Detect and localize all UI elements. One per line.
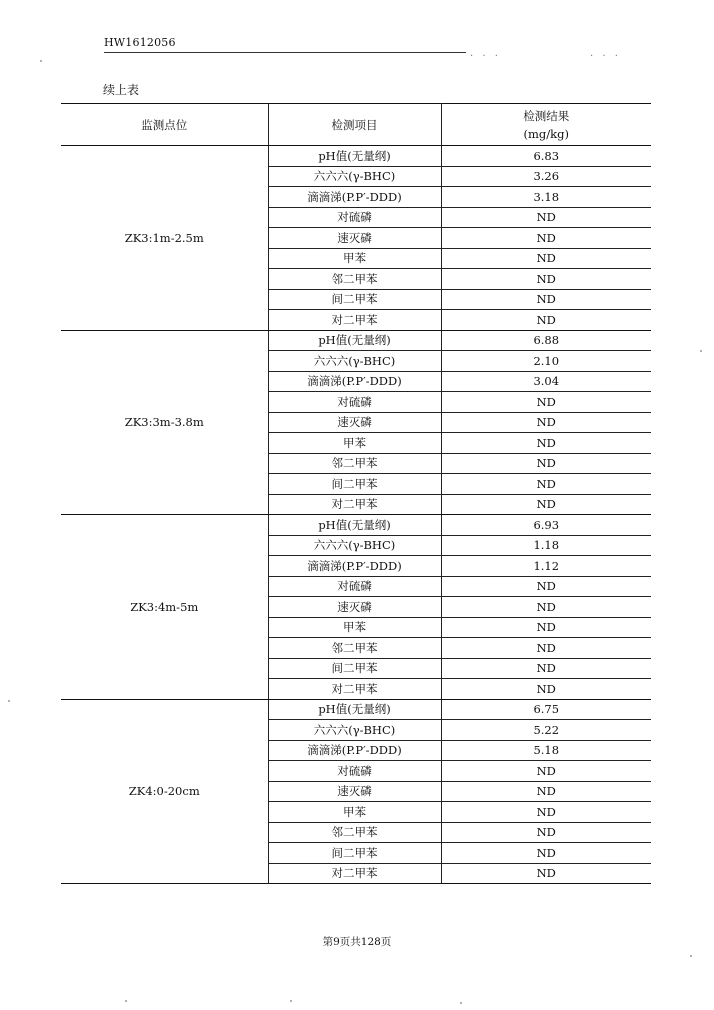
item-cell: 甲苯 bbox=[268, 248, 441, 269]
result-cell: 5.22 bbox=[441, 720, 651, 741]
scan-speck bbox=[125, 1000, 127, 1002]
item-cell: 对硫磷 bbox=[268, 576, 441, 597]
site-cell: ZK3:4m-5m bbox=[61, 515, 268, 700]
item-cell: 速灭磷 bbox=[268, 597, 441, 618]
header-dots: . . . bbox=[470, 48, 501, 59]
result-cell: ND bbox=[441, 453, 651, 474]
result-cell: 6.93 bbox=[441, 515, 651, 536]
item-cell: 邻二甲苯 bbox=[268, 453, 441, 474]
result-cell: ND bbox=[441, 412, 651, 433]
scan-speck bbox=[460, 1002, 462, 1004]
item-cell: 间二甲苯 bbox=[268, 658, 441, 679]
item-cell: 六六六(γ-BHC) bbox=[268, 720, 441, 741]
table-row bbox=[61, 515, 651, 536]
result-cell: ND bbox=[441, 474, 651, 495]
scan-speck bbox=[690, 955, 692, 957]
table-body bbox=[61, 146, 651, 884]
result-header-line2: (mg/kg) bbox=[523, 126, 569, 141]
table-header bbox=[61, 104, 651, 146]
table-row bbox=[61, 699, 651, 720]
item-cell: 对硫磷 bbox=[268, 207, 441, 228]
site-column-header: 监测点位 bbox=[61, 104, 268, 146]
site-cell: ZK3:3m-3.8m bbox=[61, 330, 268, 515]
result-cell: 6.88 bbox=[441, 330, 651, 351]
scan-speck bbox=[290, 1000, 292, 1002]
result-cell: ND bbox=[441, 761, 651, 782]
item-cell: 滴滴涕(P.P′-DDD) bbox=[268, 556, 441, 577]
item-cell: 甲苯 bbox=[268, 617, 441, 638]
item-cell: pH值(无量纲) bbox=[268, 699, 441, 720]
scan-speck bbox=[8, 700, 10, 702]
item-cell: 滴滴涕(P.P′-DDD) bbox=[268, 740, 441, 761]
item-cell: 六六六(γ-BHC) bbox=[268, 351, 441, 372]
item-cell: 邻二甲苯 bbox=[268, 822, 441, 843]
result-cell: ND bbox=[441, 863, 651, 884]
site-cell: ZK4:0-20cm bbox=[61, 699, 268, 884]
item-cell: pH值(无量纲) bbox=[268, 330, 441, 351]
result-cell: 3.26 bbox=[441, 166, 651, 187]
result-cell: ND bbox=[441, 822, 651, 843]
result-cell: ND bbox=[441, 679, 651, 700]
item-cell: 间二甲苯 bbox=[268, 474, 441, 495]
item-cell: 对二甲苯 bbox=[268, 494, 441, 515]
result-cell: ND bbox=[441, 494, 651, 515]
result-header-line1: 检测结果 bbox=[523, 108, 570, 123]
table-row bbox=[61, 146, 651, 167]
result-cell: ND bbox=[441, 638, 651, 659]
result-cell: 3.18 bbox=[441, 187, 651, 208]
item-column-header: 检测项目 bbox=[268, 104, 441, 146]
result-cell: 1.12 bbox=[441, 556, 651, 577]
item-cell: 速灭磷 bbox=[268, 781, 441, 802]
result-cell: 6.83 bbox=[441, 146, 651, 167]
item-cell: 六六六(γ-BHC) bbox=[268, 166, 441, 187]
table-header-row bbox=[61, 104, 651, 146]
result-cell: ND bbox=[441, 617, 651, 638]
scan-speck bbox=[40, 60, 42, 62]
result-cell: 5.18 bbox=[441, 740, 651, 761]
item-cell: 甲苯 bbox=[268, 433, 441, 454]
result-cell: ND bbox=[441, 802, 651, 823]
item-cell: 六六六(γ-BHC) bbox=[268, 535, 441, 556]
item-cell: 对二甲苯 bbox=[268, 679, 441, 700]
document-id: HW1612056 bbox=[104, 36, 176, 49]
scan-speck bbox=[700, 350, 702, 352]
result-cell: ND bbox=[441, 310, 651, 331]
item-cell: 间二甲苯 bbox=[268, 289, 441, 310]
result-cell: ND bbox=[441, 658, 651, 679]
result-cell: ND bbox=[441, 269, 651, 290]
result-cell: 1.18 bbox=[441, 535, 651, 556]
table-row bbox=[61, 330, 651, 351]
page-footer: 第9页共128页 bbox=[322, 936, 392, 948]
site-cell: ZK3:1m-2.5m bbox=[61, 146, 268, 331]
item-cell: 对二甲苯 bbox=[268, 310, 441, 331]
result-cell: ND bbox=[441, 228, 651, 249]
item-cell: 速灭磷 bbox=[268, 412, 441, 433]
item-cell: 滴滴涕(P.P′-DDD) bbox=[268, 371, 441, 392]
item-cell: pH值(无量纲) bbox=[268, 146, 441, 167]
item-cell: 对硫磷 bbox=[268, 761, 441, 782]
result-cell: ND bbox=[441, 843, 651, 864]
item-cell: 滴滴涕(P.P′-DDD) bbox=[268, 187, 441, 208]
item-cell: 邻二甲苯 bbox=[268, 638, 441, 659]
item-cell: 间二甲苯 bbox=[268, 843, 441, 864]
item-cell: 甲苯 bbox=[268, 802, 441, 823]
header-rule bbox=[104, 52, 466, 53]
results-table bbox=[61, 103, 651, 884]
item-cell: 对硫磷 bbox=[268, 392, 441, 413]
result-cell: ND bbox=[441, 781, 651, 802]
result-cell: ND bbox=[441, 207, 651, 228]
item-cell: 对二甲苯 bbox=[268, 863, 441, 884]
result-cell: ND bbox=[441, 248, 651, 269]
result-cell: ND bbox=[441, 576, 651, 597]
result-cell: 3.04 bbox=[441, 371, 651, 392]
result-cell: ND bbox=[441, 289, 651, 310]
header-dots: . . . bbox=[590, 48, 621, 59]
item-cell: 速灭磷 bbox=[268, 228, 441, 249]
result-cell: ND bbox=[441, 392, 651, 413]
item-cell: 邻二甲苯 bbox=[268, 269, 441, 290]
item-cell: pH值(无量纲) bbox=[268, 515, 441, 536]
continued-label: 续上表 bbox=[103, 83, 140, 97]
result-cell: 6.75 bbox=[441, 699, 651, 720]
result-cell: ND bbox=[441, 433, 651, 454]
result-cell: ND bbox=[441, 597, 651, 618]
result-column-header bbox=[441, 104, 651, 146]
result-cell: 2.10 bbox=[441, 351, 651, 372]
